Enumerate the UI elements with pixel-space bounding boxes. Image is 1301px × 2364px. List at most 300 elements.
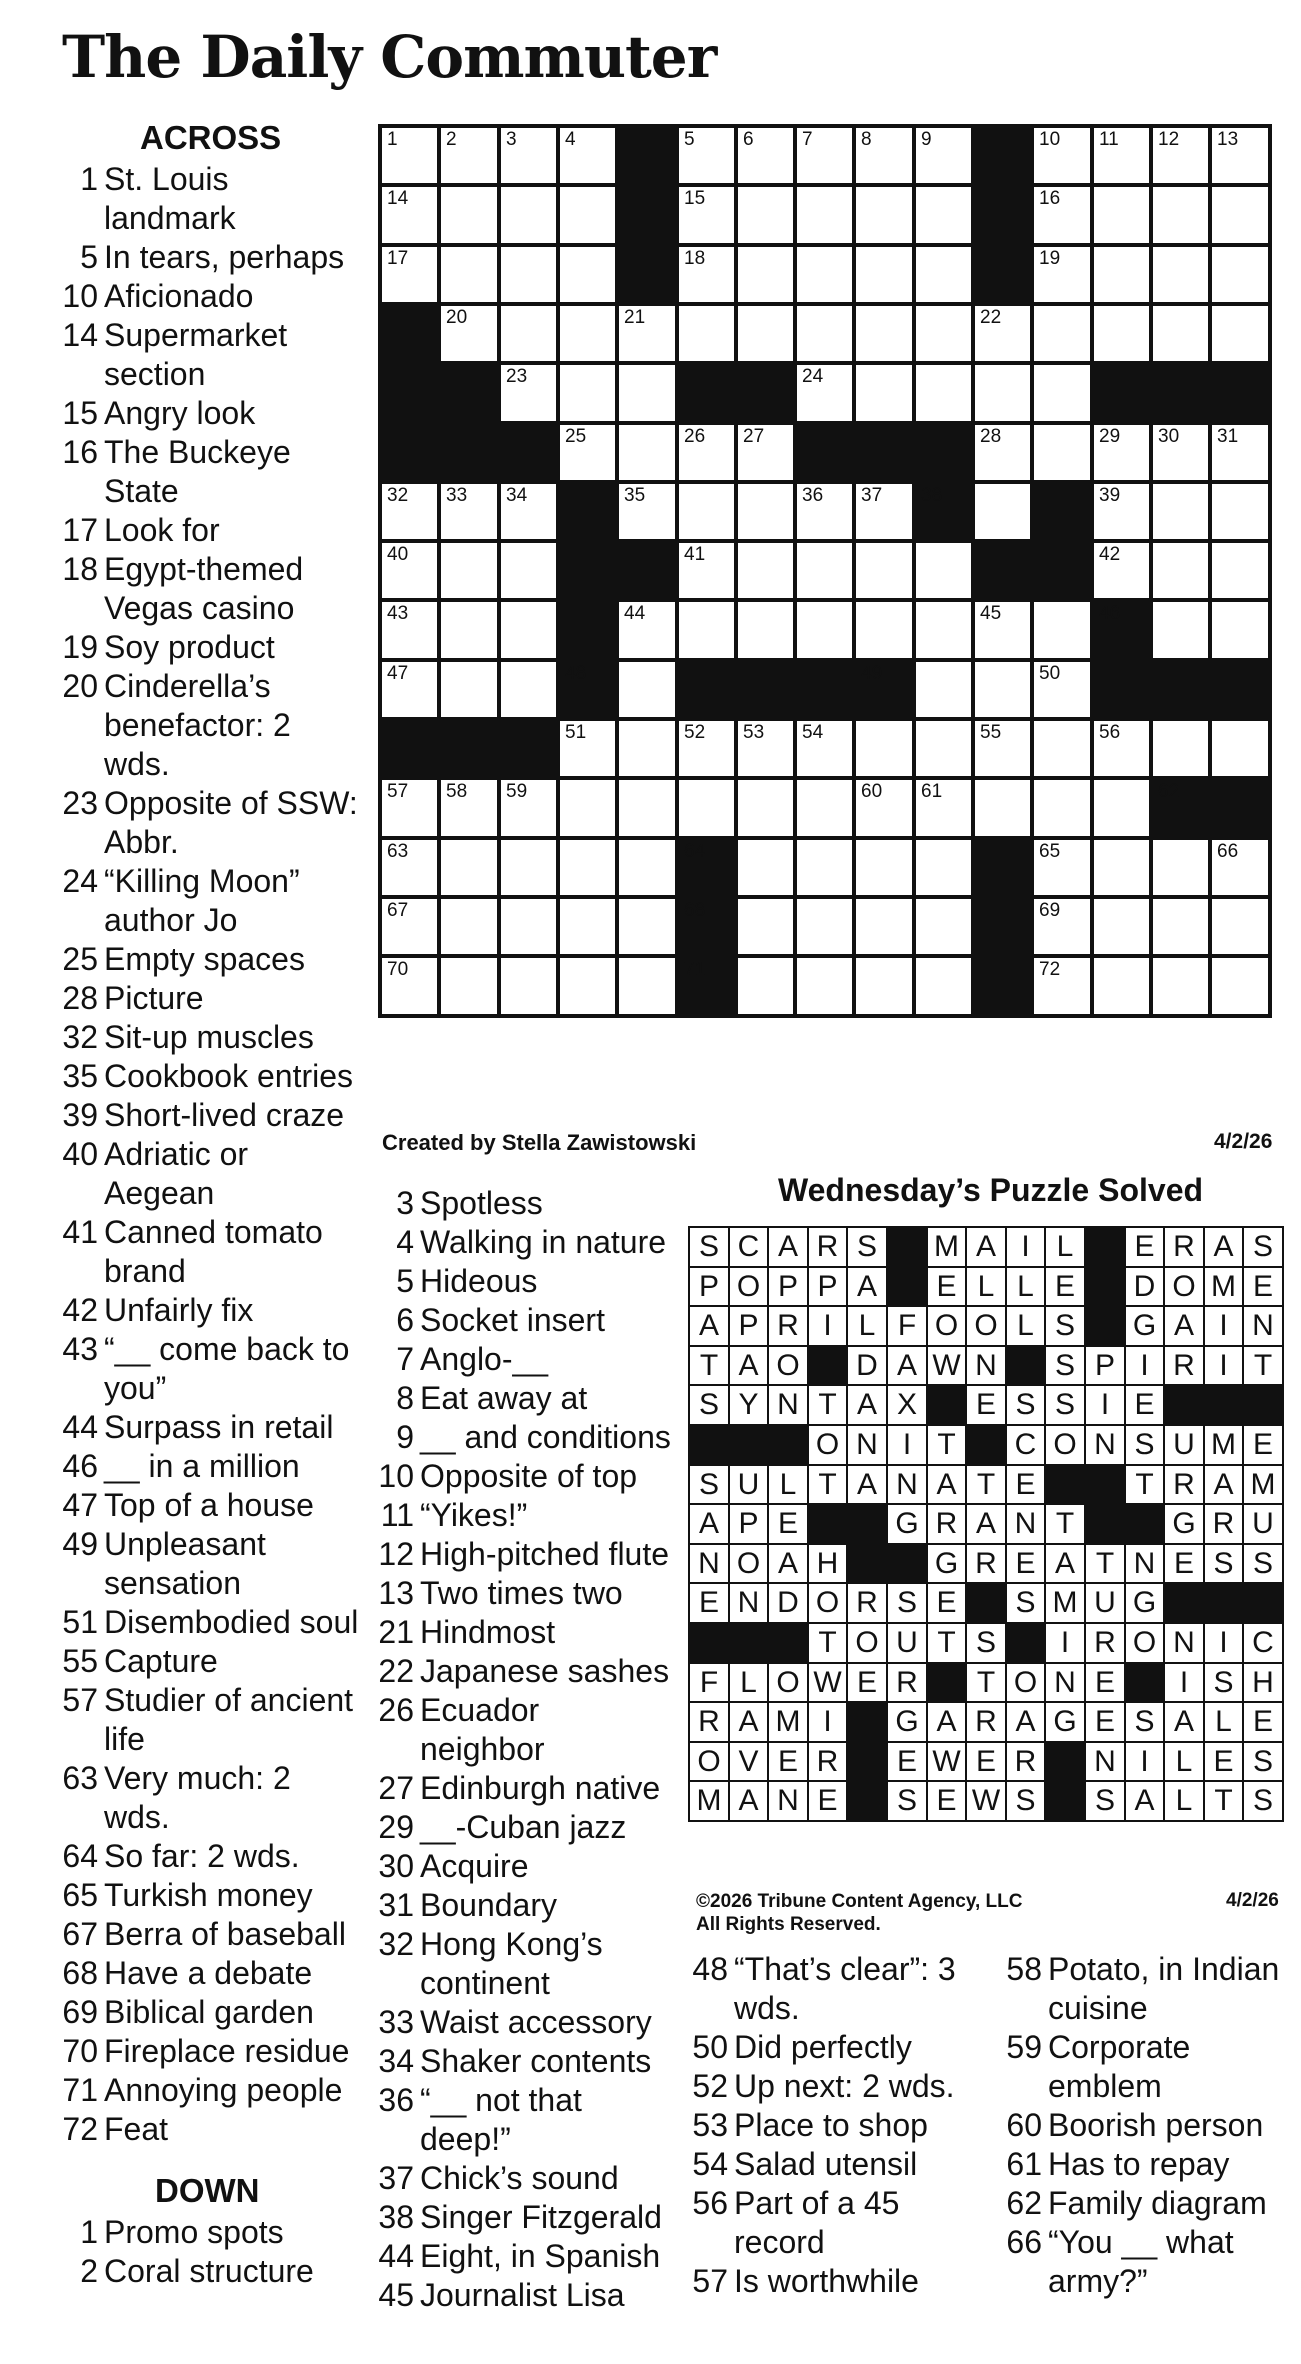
grid-square[interactable] [382, 187, 437, 243]
solved-letter: G [928, 1545, 965, 1582]
grid-square[interactable] [1034, 958, 1090, 1014]
grid-square[interactable] [501, 899, 556, 954]
clue-number: 30 [378, 1848, 414, 1884]
solved-letter: W [809, 1664, 846, 1701]
clue-item [372, 1691, 672, 1769]
solved-black-square [769, 1426, 807, 1464]
grid-square[interactable] [1094, 721, 1149, 776]
grid-square[interactable] [679, 721, 734, 776]
solved-letter: R [967, 1703, 1005, 1741]
grid-square[interactable] [738, 780, 793, 836]
grid-square[interactable] [1212, 899, 1268, 954]
grid-square[interactable] [441, 128, 497, 183]
solved-letter: L [967, 1268, 1005, 1305]
grid-square[interactable] [560, 425, 615, 480]
grid-square[interactable] [619, 365, 675, 421]
black-square [975, 128, 1030, 183]
solved-letter: X [888, 1386, 926, 1424]
grid-square[interactable] [738, 840, 793, 895]
clue-number: 38 [378, 2199, 414, 2235]
grid-square[interactable] [1034, 721, 1090, 776]
clue-number: 65 [62, 1877, 98, 1913]
grid-square[interactable] [738, 899, 793, 954]
solved-black-square [809, 1347, 846, 1384]
solved-letter: T [809, 1466, 846, 1503]
grid-square[interactable] [1153, 247, 1208, 302]
grid-square[interactable] [797, 128, 852, 183]
grid-square[interactable] [441, 840, 497, 895]
square-number: 1 [387, 129, 398, 150]
grid-square[interactable] [441, 958, 497, 1014]
grid-square[interactable] [1034, 365, 1090, 421]
clue-text: Fireplace residue [104, 2033, 350, 2069]
black-square [619, 187, 675, 243]
grid-square[interactable] [856, 899, 912, 954]
square-number: 5 [684, 129, 695, 150]
grid-square[interactable] [1094, 187, 1149, 243]
grid-square[interactable] [382, 780, 437, 836]
grid-square[interactable] [738, 128, 793, 183]
grid-square[interactable] [501, 602, 556, 658]
solved-letter: A [888, 1347, 926, 1384]
clue-text: “Yikes!” [420, 1497, 528, 1533]
grid-square[interactable] [1094, 306, 1149, 361]
grid-square[interactable] [738, 187, 793, 243]
grid-square[interactable] [382, 484, 437, 539]
solved-letter: A [1165, 1307, 1203, 1345]
grid-square[interactable] [441, 543, 497, 598]
grid-square[interactable] [797, 602, 852, 658]
grid-square[interactable] [1094, 543, 1149, 598]
grid-square[interactable] [1153, 128, 1208, 183]
grid-square[interactable] [560, 247, 615, 302]
square-number: 65 [1039, 841, 1061, 862]
clue-text: Has to repay [1048, 2146, 1230, 2182]
grid-square[interactable] [916, 128, 971, 183]
solved-letter: O [848, 1624, 886, 1662]
solved-letter: R [1205, 1505, 1242, 1543]
grid-square[interactable] [382, 602, 437, 658]
clue-text: Turkish money [104, 1877, 313, 1913]
grid-square[interactable] [1212, 247, 1268, 302]
clue-text: Coral structure [104, 2253, 314, 2289]
grid-square[interactable] [916, 721, 971, 776]
grid-square[interactable] [560, 958, 615, 1014]
grid-square[interactable] [856, 543, 912, 598]
solved-letter: N [1244, 1307, 1282, 1345]
crossword-grid [378, 124, 1272, 1018]
grid-square[interactable] [560, 721, 615, 776]
grid-square[interactable] [916, 247, 971, 302]
grid-square[interactable] [975, 602, 1030, 658]
grid-square[interactable] [1212, 721, 1268, 776]
grid-square[interactable] [1212, 187, 1268, 243]
grid-square[interactable] [1094, 128, 1149, 183]
grid-square[interactable] [679, 187, 734, 243]
grid-square[interactable] [856, 721, 912, 776]
grid-square[interactable] [916, 662, 971, 717]
copyright-line-1: ©2026 Tribune Content Agency, LLC [696, 1891, 1023, 1912]
grid-square[interactable] [1212, 128, 1268, 183]
grid-square[interactable] [916, 840, 971, 895]
clue-item [60, 1057, 360, 1096]
square-number: 60 [861, 781, 883, 802]
black-square [560, 484, 615, 539]
solved-black-square [769, 1624, 807, 1662]
square-number: 40 [387, 544, 409, 565]
grid-square[interactable] [1034, 899, 1090, 954]
grid-square[interactable] [619, 780, 675, 836]
grid-square[interactable] [916, 543, 971, 598]
grid-square[interactable] [382, 662, 437, 717]
grid-square[interactable] [797, 365, 852, 421]
grid-square[interactable] [738, 543, 793, 598]
clue-item [60, 1330, 360, 1408]
clue-item [686, 2262, 991, 2301]
grid-square[interactable] [797, 721, 852, 776]
grid-square[interactable] [560, 899, 615, 954]
grid-square[interactable] [382, 128, 437, 183]
grid-square[interactable] [1212, 306, 1268, 361]
grid-square[interactable] [975, 662, 1030, 717]
grid-square[interactable] [797, 543, 852, 598]
clue-item [60, 1993, 360, 2032]
grid-square[interactable] [560, 365, 615, 421]
grid-square[interactable] [1153, 543, 1208, 598]
grid-square[interactable] [1034, 780, 1090, 836]
grid-square[interactable] [441, 602, 497, 658]
grid-square[interactable] [856, 840, 912, 895]
grid-square[interactable] [1094, 958, 1149, 1014]
grid-square[interactable] [1034, 306, 1090, 361]
solved-letter: R [769, 1307, 807, 1345]
grid-square[interactable] [856, 247, 912, 302]
grid-square[interactable] [797, 780, 852, 836]
black-square [560, 602, 615, 658]
solved-black-square [1244, 1584, 1282, 1622]
grid-square[interactable] [856, 484, 912, 539]
solved-letter: S [1244, 1743, 1282, 1780]
clue-item [372, 2042, 672, 2081]
grid-square[interactable] [619, 602, 675, 658]
clue-item [372, 1769, 672, 1808]
solved-black-square [730, 1426, 767, 1464]
black-square [382, 721, 437, 776]
grid-square[interactable] [856, 780, 912, 836]
grid-square[interactable] [1094, 247, 1149, 302]
grid-square[interactable] [738, 247, 793, 302]
solved-letter: T [809, 1386, 846, 1424]
black-square [1094, 602, 1149, 658]
clue-text: Short-lived craze [104, 1097, 345, 1133]
grid-square[interactable] [1153, 721, 1208, 776]
grid-square[interactable] [619, 662, 675, 717]
grid-square[interactable] [679, 484, 734, 539]
grid-square[interactable] [679, 247, 734, 302]
clue-text: Salad utensil [734, 2146, 918, 2182]
copyright-line-2: All Rights Reserved. [696, 1914, 881, 1935]
solved-letter: C [1007, 1426, 1044, 1464]
clue-text: “Killing Moon” author Jo [104, 863, 300, 938]
grid-square[interactable] [856, 306, 912, 361]
copyright-notice [696, 1890, 1076, 1936]
grid-square[interactable] [1034, 128, 1090, 183]
solved-letter: N [769, 1782, 807, 1820]
solved-letter: E [1007, 1466, 1044, 1503]
clue-number: 21 [378, 1614, 414, 1650]
clue-item [60, 1213, 360, 1291]
grid-square[interactable] [679, 425, 734, 480]
clue-number: 28 [62, 980, 98, 1016]
grid-square[interactable] [738, 602, 793, 658]
solved-letter: I [1205, 1307, 1242, 1345]
square-number: 17 [387, 248, 409, 269]
grid-square[interactable] [501, 662, 556, 717]
grid-square[interactable] [975, 306, 1030, 361]
clue-text: Anglo-__ [420, 1341, 549, 1377]
solved-letter: U [1086, 1584, 1124, 1622]
solved-letter: E [1046, 1268, 1084, 1305]
solved-letter: N [1086, 1743, 1124, 1780]
grid-square[interactable] [679, 602, 734, 658]
grid-square[interactable] [1153, 187, 1208, 243]
solved-letter: L [848, 1307, 886, 1345]
grid-square[interactable] [975, 425, 1030, 480]
solved-letter: V [730, 1743, 767, 1780]
solved-letter: T [928, 1624, 965, 1662]
clue-item [372, 1223, 672, 1262]
grid-square[interactable] [382, 958, 437, 1014]
grid-square[interactable] [975, 365, 1030, 421]
grid-square[interactable] [916, 602, 971, 658]
clue-number: 24 [62, 863, 98, 899]
grid-square[interactable] [501, 780, 556, 836]
grid-square[interactable] [916, 187, 971, 243]
clue-text: Chick’s sound [420, 2160, 619, 2196]
grid-square[interactable] [679, 306, 734, 361]
solved-letter: O [730, 1268, 767, 1305]
grid-square[interactable] [382, 840, 437, 895]
grid-square[interactable] [501, 306, 556, 361]
solved-letter: F [690, 1664, 728, 1701]
grid-square[interactable] [738, 484, 793, 539]
grid-square[interactable] [1212, 425, 1268, 480]
grid-square[interactable] [975, 780, 1030, 836]
clue-text: Potato, in Indian cuisine [1048, 1951, 1280, 2026]
grid-square[interactable] [856, 958, 912, 1014]
solved-letter: I [1205, 1624, 1242, 1662]
square-number: 4 [565, 129, 576, 150]
clue-item [60, 940, 360, 979]
grid-square[interactable] [441, 247, 497, 302]
grid-square[interactable] [916, 780, 971, 836]
grid-square[interactable] [738, 306, 793, 361]
grid-square[interactable] [619, 958, 675, 1014]
clue-number: 7 [396, 1341, 414, 1377]
solved-letter: Y [730, 1386, 767, 1424]
grid-square[interactable] [619, 484, 675, 539]
grid-square[interactable] [441, 484, 497, 539]
clue-text: Cookbook entries [104, 1058, 354, 1094]
grid-square[interactable] [916, 958, 971, 1014]
clue-item [60, 2032, 360, 2071]
solved-letter: I [1205, 1347, 1242, 1384]
square-number: 56 [1099, 722, 1121, 743]
grid-square[interactable] [916, 306, 971, 361]
clue-number: 10 [62, 278, 98, 314]
grid-square[interactable] [916, 365, 971, 421]
grid-square[interactable] [382, 899, 437, 954]
solved-letter: N [730, 1584, 767, 1622]
solved-letter: U [1165, 1426, 1203, 1464]
grid-square[interactable] [797, 187, 852, 243]
grid-square[interactable] [501, 484, 556, 539]
clue-number: 48 [692, 1951, 728, 1987]
grid-square[interactable] [679, 780, 734, 836]
clue-item [60, 1642, 360, 1681]
grid-square[interactable] [1034, 425, 1090, 480]
grid-square[interactable] [560, 306, 615, 361]
grid-square[interactable] [1212, 958, 1268, 1014]
grid-square[interactable] [1034, 602, 1090, 658]
down-header: DOWN [155, 2172, 260, 2209]
solved-black-square [1046, 1743, 1084, 1780]
clue-text: Place to shop [734, 2107, 928, 2143]
clue-number: 8 [396, 1380, 414, 1416]
clue-text: Acquire [420, 1848, 529, 1884]
grid-square[interactable] [797, 306, 852, 361]
grid-square[interactable] [738, 425, 793, 480]
grid-square[interactable] [441, 187, 497, 243]
grid-square[interactable] [501, 958, 556, 1014]
grid-square[interactable] [1212, 840, 1268, 895]
grid-square[interactable] [1212, 484, 1268, 539]
grid-square[interactable] [1153, 306, 1208, 361]
grid-square[interactable] [1153, 958, 1208, 1014]
grid-square[interactable] [382, 247, 437, 302]
clue-number: 5 [396, 1263, 414, 1299]
grid-square[interactable] [501, 247, 556, 302]
grid-square[interactable] [619, 425, 675, 480]
grid-square[interactable] [679, 128, 734, 183]
grid-square[interactable] [382, 543, 437, 598]
grid-square[interactable] [1034, 840, 1090, 895]
grid-square[interactable] [501, 187, 556, 243]
clue-text: Eight, in Spanish [420, 2238, 661, 2274]
solved-black-square [848, 1782, 886, 1820]
solved-letter: E [1126, 1228, 1163, 1266]
grid-square[interactable] [619, 840, 675, 895]
grid-square[interactable] [1212, 543, 1268, 598]
solved-letter: S [888, 1782, 926, 1820]
grid-square[interactable] [1094, 840, 1149, 895]
clue-item [60, 2071, 360, 2110]
grid-square[interactable] [1034, 247, 1090, 302]
puzzle-date: 4/2/26 [1214, 1130, 1273, 1153]
grid-square[interactable] [1153, 425, 1208, 480]
grid-square[interactable] [738, 721, 793, 776]
grid-square[interactable] [856, 128, 912, 183]
grid-square[interactable] [501, 365, 556, 421]
solved-black-square [928, 1664, 965, 1701]
grid-square[interactable] [797, 247, 852, 302]
grid-square[interactable] [797, 958, 852, 1014]
clue-text: Angry look [104, 395, 256, 431]
square-number: 19 [1039, 248, 1061, 269]
clue-item [60, 1837, 360, 1876]
grid-square[interactable] [1094, 425, 1149, 480]
clue-text: Two times two [420, 1575, 623, 1611]
grid-square[interactable] [560, 780, 615, 836]
grid-square[interactable] [916, 899, 971, 954]
grid-square[interactable] [560, 187, 615, 243]
grid-square[interactable] [619, 899, 675, 954]
grid-square[interactable] [738, 958, 793, 1014]
black-square [501, 425, 556, 480]
square-number: 43 [387, 603, 409, 624]
grid-square[interactable] [1212, 602, 1268, 658]
solved-black-square [1007, 1347, 1044, 1384]
grid-square[interactable] [797, 484, 852, 539]
grid-square[interactable] [856, 187, 912, 243]
grid-square[interactable] [1094, 484, 1149, 539]
clue-text: Walking in nature [420, 1224, 667, 1260]
grid-square[interactable] [501, 128, 556, 183]
clue-number: 50 [692, 2029, 728, 2065]
clue-text: Part of a 45 record [734, 2185, 900, 2260]
grid-square[interactable] [1153, 484, 1208, 539]
grid-square[interactable] [975, 484, 1030, 539]
grid-square[interactable] [1034, 187, 1090, 243]
solved-letter: S [690, 1386, 728, 1424]
grid-square[interactable] [797, 840, 852, 895]
square-number: 7 [802, 129, 813, 150]
grid-square[interactable] [1153, 840, 1208, 895]
solved-letter: E [1086, 1703, 1124, 1741]
clue-item [60, 628, 360, 667]
solved-letter: A [967, 1228, 1005, 1266]
solved-letter: I [1126, 1347, 1163, 1384]
grid-square[interactable] [619, 306, 675, 361]
solved-letter: I [1046, 1624, 1084, 1662]
solved-letter: E [928, 1584, 965, 1622]
square-number: 66 [1217, 841, 1239, 862]
solved-black-square [1244, 1386, 1282, 1424]
grid-square[interactable] [856, 602, 912, 658]
grid-square[interactable] [560, 128, 615, 183]
grid-square[interactable] [501, 543, 556, 598]
grid-square[interactable] [441, 306, 497, 361]
grid-square[interactable] [975, 721, 1030, 776]
grid-square[interactable] [501, 840, 556, 895]
grid-square[interactable] [856, 365, 912, 421]
grid-square[interactable] [679, 543, 734, 598]
grid-square[interactable] [619, 721, 675, 776]
grid-square[interactable] [441, 662, 497, 717]
grid-square[interactable] [1153, 602, 1208, 658]
grid-square[interactable] [441, 780, 497, 836]
grid-square[interactable] [1153, 899, 1208, 954]
grid-square[interactable] [1094, 780, 1149, 836]
grid-square[interactable] [441, 899, 497, 954]
grid-square[interactable] [797, 899, 852, 954]
clue-item [60, 1525, 360, 1603]
grid-square[interactable] [560, 840, 615, 895]
grid-square[interactable] [1094, 899, 1149, 954]
solved-letter: R [848, 1584, 886, 1622]
grid-square[interactable] [1034, 662, 1090, 717]
solved-letter: M [1046, 1584, 1084, 1622]
